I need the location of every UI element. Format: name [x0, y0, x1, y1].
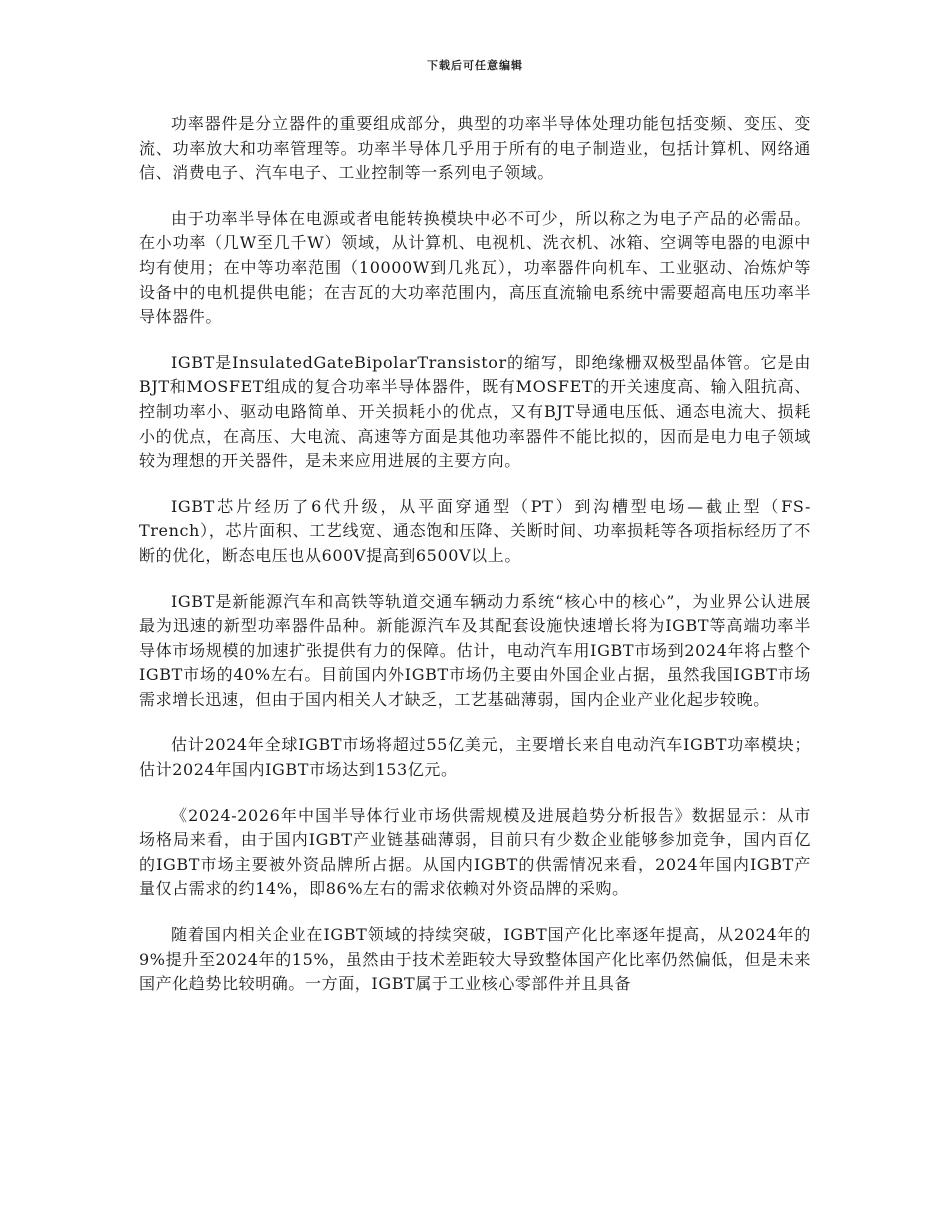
paragraph-report-data: 《2024-2026年中国半导体行业市场供需规模及进展趋势分析报告》数据显示：从市场格局来看，由于国内IGBT产业链基础薄弱，目前只有少数企业能够参加竞争，国内百亿的IGBT市场主要被外资品牌所占据。从国内IGBT的供需情况来看，2024年国内IGBT产量仅占需求的约14%，即86%左右的需求依赖对外资品牌的采购。 — [139, 805, 811, 899]
page-header: 下载后可任意编辑 — [427, 59, 523, 72]
paragraph-igbt-definition: IGBT是InsulatedGateBipolarTransistor的缩写，即绝缘栅双极型晶体管。它是由BJT和MOSFET组成的复合功率半导体器件，既有MOSFET的开关速度高、输入阻抗高、控制功率小、驱动电路简单、开关损耗小的优点，又有BJT导通电压低、通态电流大、损耗小的优点，在高压、大电流、高速等方面是其他功率器件不能比拟的，因而是电力电子领域较为理想的开关器件，是未来应用进展的主要方向。 — [139, 352, 811, 471]
paragraph-market-forecast: 估计2024年全球IGBT市场将超过55亿美元，主要增长来自电动汽车IGBT功率模块；估计2024年国内IGBT市场达到153亿元。 — [139, 735, 811, 780]
document-body — [139, 112, 811, 1018]
paragraph-igbt-generations: IGBT芯片经历了6代升级，从平面穿通型（PT）到沟槽型电场—截止型（FS-Trench），芯片面积、工艺线宽、通态饱和压降、关断时间、功率损耗等各项指标经历了不断的优化，断态电压也从600V提高到6500V以上。 — [139, 496, 811, 565]
paragraph-power-ranges: 由于功率半导体在电源或者电能转换模块中必不可少，所以称之为电子产品的必需品。在小功率（几W至几千W）领域，从计算机、电视机、洗衣机、冰箱、空调等电器的电源中均有使用；在中等功率范围（10000W到几兆瓦），功率器件向机车、工业驱动、冶炼炉等设备中的电机提供电能；在吉瓦的大功率范围内，高压直流输电系统中需要超高电压功率半导体器件。 — [139, 208, 811, 327]
paragraph-power-devices: 功率器件是分立器件的重要组成部分，典型的功率半导体处理功能包括变频、变压、变流、功率放大和功率管理等。功率半导体几乎用于所有的电子制造业，包括计算机、网络通信、消费电子、汽车电子、工业控制等一系列电子领域。 — [139, 114, 811, 183]
paragraph-igbt-market-ev: IGBT是新能源汽车和高铁等轨道交通车辆动力系统“核心中的核心”，为业界公认进展最为迅速的新型功率器件品种。新能源汽车及其配套设施快速增长将为IGBT等高端功率半导体市场规模的加速扩张提供有力的保障。估计，电动汽车用IGBT市场到2024年将占整个IGBT市场的40%左右。目前国内外IGBT市场仍主要由外国企业占据，虽然我国IGBT市场需求增长迅速，但由于国内相关人才缺乏，工艺基础薄弱，国内企业产业化起步较晚。 — [139, 591, 811, 709]
paragraph-localization-trend: 随着国内相关企业在IGBT领域的持续突破，IGBT国产化比率逐年提高，从2024年的9%提升至2024年的15%，虽然由于技术差距较大导致整体国产化比率仍然偏低，但是未来国产化趋势比较明确。一方面，IGBT属于工业核心零部件并且具备 — [139, 925, 811, 994]
